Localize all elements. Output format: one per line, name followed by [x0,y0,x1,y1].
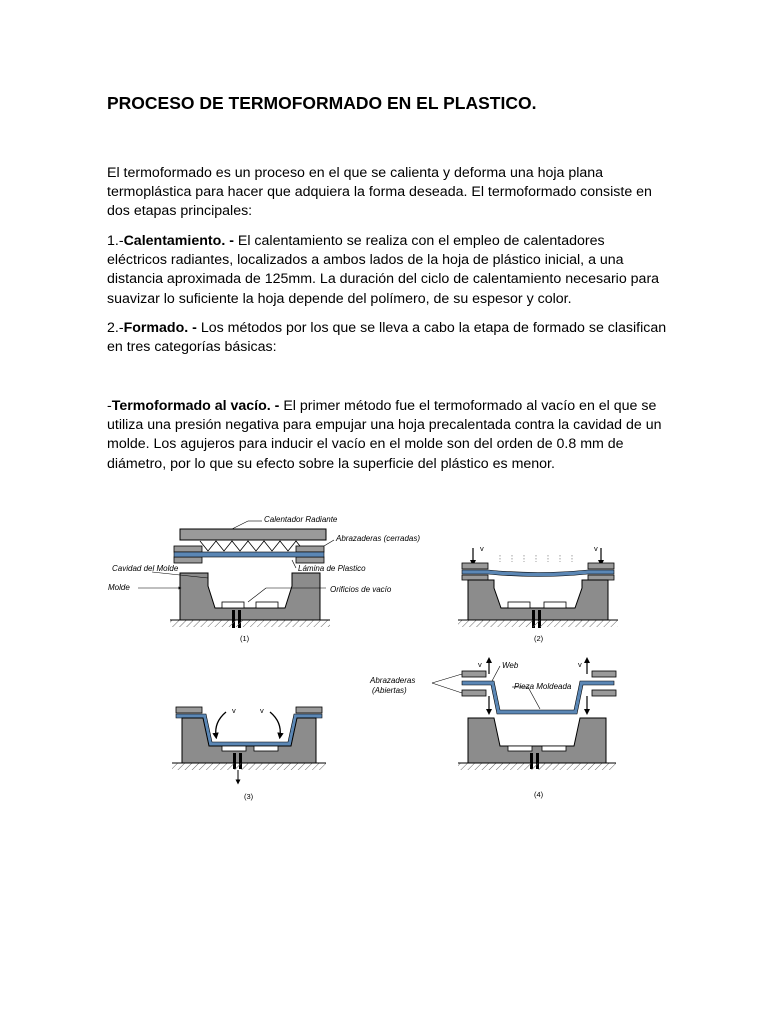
heat-rays-icon [200,541,304,551]
step2-prefix: 2.- [107,320,124,336]
panel-1-number: (1) [240,634,250,643]
clamp-bottom-left [174,557,202,563]
base-hatch [170,620,330,627]
curved-arrow-icon [216,712,226,736]
radiant-heater [180,529,326,540]
mold [180,573,320,620]
panel-3-number: (3) [244,792,254,801]
label-mold-cavity: Cavidad del Molde [112,564,179,573]
clamp-top-right [296,546,324,552]
intro-paragraph: El termoformado es un proceso en el que se calienta y deforma una hoja plana termoplástica para hacer que adquiera la forma deseada. El termoformado consiste en dos etapas principales: [107,165,652,220]
panel-2-clamped [458,544,618,643]
panel-4-number: (4) [534,790,544,799]
label-molded-part: Pieza Moldeada [514,682,572,691]
step1-prefix: 1.- [107,233,124,249]
label-web: Web [502,661,519,670]
clamp-bottom-right [296,557,324,563]
heat-indicator [500,555,572,562]
label-v: v [578,660,582,669]
mold [182,718,316,763]
label-clamps-open-state: (Abiertas) [372,686,407,695]
label-vacuum-holes: Orificios de vacío [330,585,392,594]
label-v: v [594,544,598,553]
label-v: v [480,544,484,553]
method1-heading: Termoformado al vacío. - [111,398,280,414]
step1-heading: Calentamiento. - [123,233,234,249]
label-v: v [260,706,264,715]
method1-prefix: - [107,398,112,414]
vacuum-hole-plate [222,602,244,608]
vacuum-hole-plate [256,602,278,608]
document-title: PROCESO DE TERMOFORMADO EN EL PLASTICO. [107,93,537,113]
label-heater: Calentador Radiante [264,515,338,524]
step2-heading: Formado. - [123,320,197,336]
panel-1-heating [108,515,420,643]
method1-text: El primer método fue el termoformado al vacío en el que se utiliza una presión negativa para empujar una hoja precalentada contra la cavidad de un molde. Los agujeros para inducir el vacío en el molde son del orden de 0.8 mm de diámetro, por lo que su efecto sobre la superficie del plástico es menor. [107,398,662,472]
clamp-top-left [174,546,202,552]
label-v: v [478,660,482,669]
step2-text: Los métodos por los que se lleva a cabo la etapa de formado se clasifican en tres categorías básicas: [107,320,667,356]
panel-2-number: (2) [534,634,544,643]
plastic-sheet [174,552,324,557]
label-mold: Molde [108,583,130,592]
label-v: v [232,706,236,715]
label-clamps-open: Abrazaderas [370,676,416,685]
step1-text: El calentamiento se realiza con el empleo de calentadores eléctricos radiantes, localizados a ambos lados de la hoja de plástico inicial, a una distancia aproximada de 125mm. La duración del ciclo de calentamiento necesario para suavizar lo suficiente la hoja depende del polímero, de su espesor y color. [107,233,660,307]
panel-4-release [369,660,616,799]
label-sheet: Lámina de Plastico [298,564,366,573]
label-clamps-closed: Abrazaderas (cerradas) [336,534,421,543]
curved-arrow-icon [270,712,280,736]
panel-3-forming [172,706,326,801]
